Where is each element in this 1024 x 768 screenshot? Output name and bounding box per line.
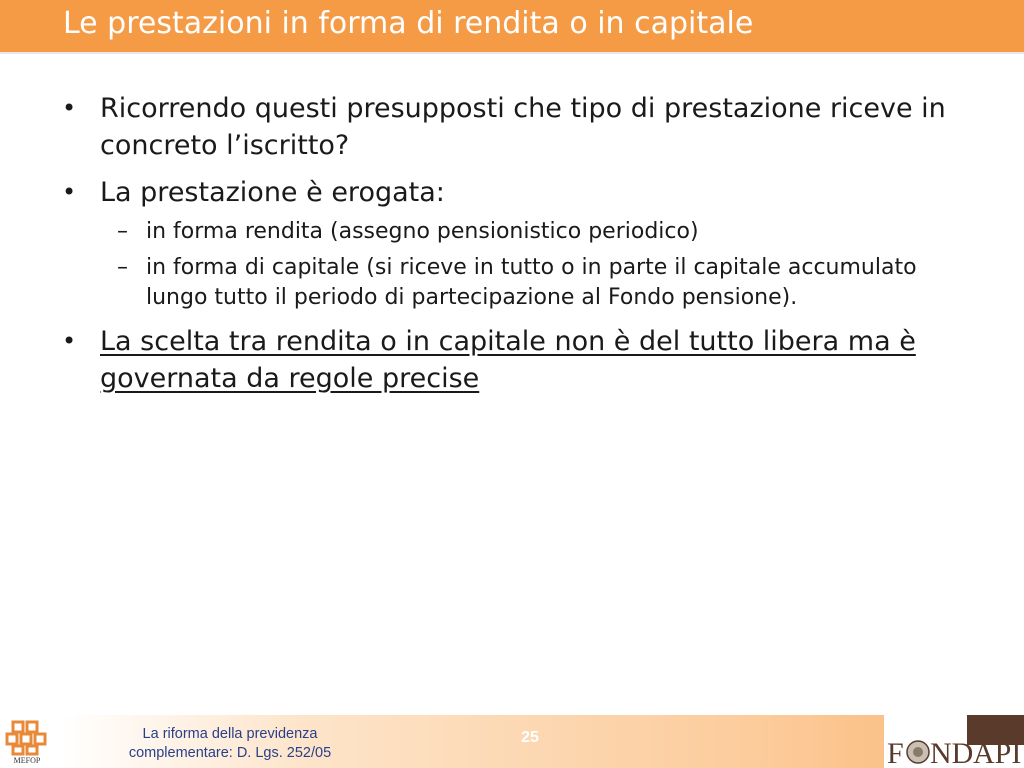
sub-bullet-marker: – (117, 255, 128, 280)
sub-bullet-marker: – (117, 219, 128, 244)
mefop-logo (5, 718, 49, 766)
footer-caption (95, 725, 365, 763)
page-number: 25 (521, 729, 539, 746)
bullet-text: La prestazione è erogata: (100, 177, 445, 208)
bullet-text-underlined: La scelta tra rendita o in capitale non è del tutto libera ma è governata da regole precise (100, 326, 916, 394)
svg-text:API: API (973, 737, 1022, 767)
bullet-item (62, 90, 962, 164)
title-bar (0, 0, 1024, 54)
bullet-marker: • (62, 94, 77, 122)
slide-content (62, 90, 962, 407)
svg-text:F: F (887, 737, 904, 767)
footer-caption-line-1: La riforma della previdenza (142, 726, 318, 742)
sub-bullet-item (62, 217, 962, 247)
slide-title: Le prestazioni in forma di rendita o in capitale (63, 6, 754, 41)
fondapi-logo (887, 735, 1022, 767)
bullet-text: Ricorrendo questi presupposti che tipo di prestazione riceve in concreto l’iscritto? (100, 93, 946, 161)
svg-text:ND: ND (930, 737, 974, 767)
bullet-marker: • (62, 178, 77, 206)
sub-bullet-text: in forma di capitale (si riceve in tutto o in parte il capitale accumulato lungo tutto il periodo di partecipazione al Fondo pensione). (146, 255, 917, 310)
bullet-marker: • (62, 327, 77, 355)
sub-bullet-text: in forma rendita (assegno pensionistico periodico) (146, 219, 699, 244)
bullet-item (62, 174, 962, 211)
footer-caption-line-2: complementare: D. Lgs. 252/05 (128, 745, 332, 761)
slide-footer (0, 715, 1024, 768)
bullet-item (62, 323, 962, 397)
sub-bullet-item (62, 253, 962, 313)
svg-text:MEFOP: MEFOP (13, 756, 41, 765)
